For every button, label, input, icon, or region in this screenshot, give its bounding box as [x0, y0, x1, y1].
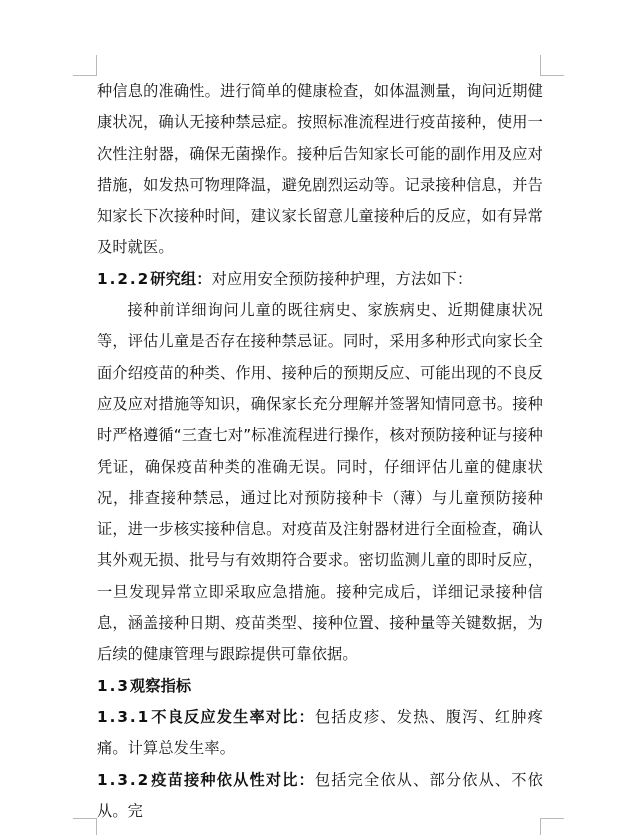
section-number: 1.3	[97, 676, 130, 695]
document-body	[97, 76, 543, 827]
section-text: 对应用安全预防接种护理，方法如下：	[211, 269, 473, 288]
section-text: 包括皮疹、发热、腹泻、红肿疼痛。计算总发生率。	[97, 707, 543, 758]
section-number: 1.3.1	[97, 707, 151, 726]
paragraph-method: 接种前详细询问儿童的既往病史、家族病史、近期健康状况等，评估儿童是否存在接种禁忌证。同时，采用多种形式向家长全面介绍疫苗的种类、作用、接种后的预期反应、可能出现的不良反应及应对措施等知识，确保家长充分理解并签署知情同意书。接种时严格遵循“三查七对”标准流程进行操作，核对预防接种证与接种凭证，确保疫苗种类的准确无误。同时，仔细评估儿童的健康状况，排查接种禁忌，通过比对预防接种卡（薄）与儿童预防接种证，进一步核实接种信息。对疫苗及注射器材进行全面检查，确认其外观无损、批号与有效期符合要求。密切监测儿童的即时反应，一旦发现异常立即采取应急措施。接种完成后，详细记录接种信息，涵盖接种日期、疫苗类型、接种位置、接种量等关键数据，为后续的健康管理与跟踪提供可靠依据。	[97, 301, 543, 664]
crop-mark-bottom-left	[73, 818, 97, 835]
crop-mark-top-left	[73, 55, 97, 76]
crop-mark-top-right	[540, 55, 564, 76]
section-1-3-1	[97, 702, 543, 765]
section-1-3-heading	[97, 671, 543, 702]
section-1-3-2	[97, 765, 543, 828]
section-title: 研究组：	[150, 269, 212, 288]
section-number: 1.2.2	[97, 269, 151, 288]
section-text: 包括完全依从、部分依从、不依从。完	[97, 770, 543, 820]
paragraph-continuation: 种信息的准确性。进行简单的健康检查，如体温测量，询问近期健康状况，确认无接种禁忌症。按照标准流程进行疫苗接种，使用一次性注射器，确保无菌操作。接种后告知家长可能的副作用及应对措施，如发热可物理降温，避免剧烈运动等。记录接种信息，并告知家长下次接种时间，建议家长留意儿童接种后的反应，如有异常及时就医。	[97, 82, 543, 257]
section-title: 疫苗接种依从性对比：	[150, 770, 315, 789]
crop-mark-bottom-right	[540, 818, 564, 835]
section-title: 观察指标	[129, 676, 192, 695]
section-1-2-2	[97, 264, 543, 295]
section-number: 1.3.2	[97, 770, 151, 789]
section-title: 不良反应发生率对比：	[150, 707, 315, 726]
